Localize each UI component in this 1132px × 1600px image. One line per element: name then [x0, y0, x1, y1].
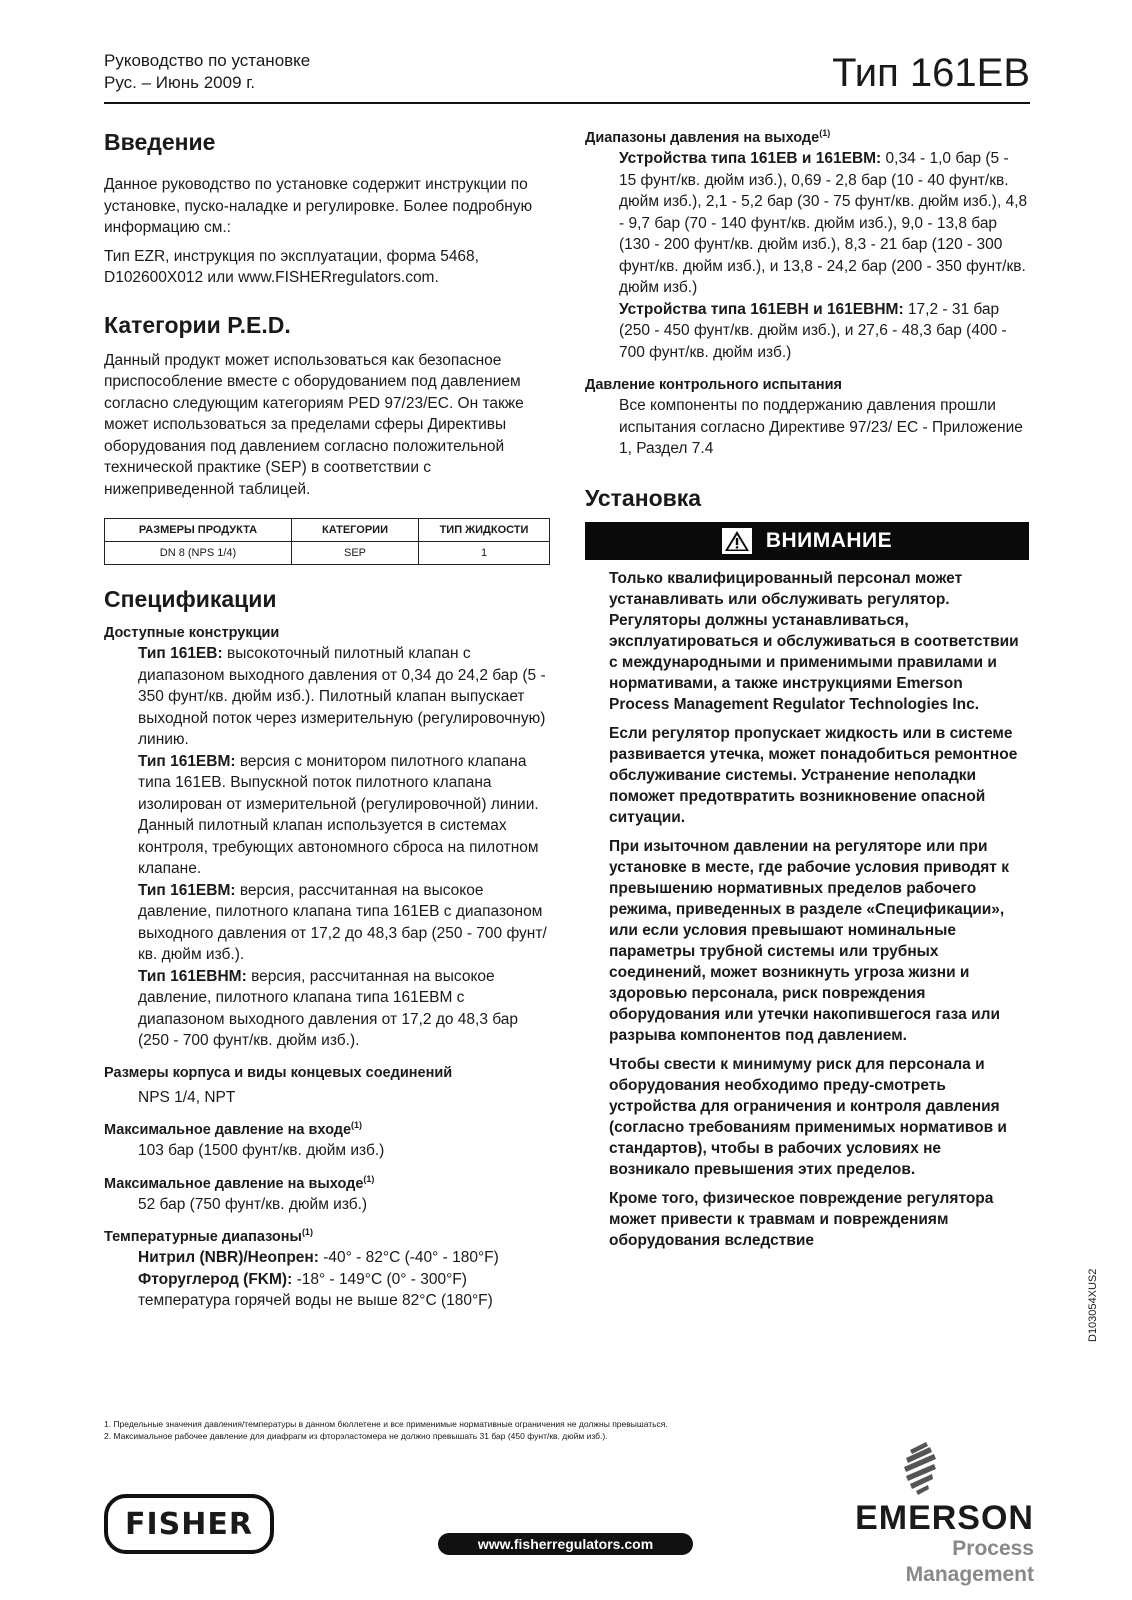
ped-table — [104, 518, 550, 565]
design-item — [138, 880, 550, 966]
specs-heading: Спецификации — [104, 586, 277, 612]
warning-banner — [585, 522, 1029, 560]
table-cell-fluid: 1 — [419, 542, 550, 565]
document-code: D103054XUS2 — [1087, 1268, 1099, 1342]
header-info — [104, 50, 310, 94]
warning-label: ВНИМАНИЕ — [765, 528, 893, 552]
temp-nbr: Нитрил (NBR)/Неопрен: -40° - 82°C (-40° - 180°F) — [138, 1249, 499, 1266]
max-outlet-value: 52 бар (750 фунт/кв. дюйм изб.) — [138, 1195, 368, 1213]
warning-paragraph: Если регулятор пропускает жидкость или в системе развивается утечка, может понадобиться ремонтное обслуживание системы. Устранение неполадки поможет предотвратить возникновение опасной ситуации. — [609, 724, 1018, 826]
emerson-wordmark: EMERSON — [855, 1499, 1034, 1537]
table-header-row — [105, 519, 550, 542]
max-inlet-value: 103 бар (1500 фунт/кв. дюйм изб.) — [138, 1142, 385, 1159]
table-header-fluid: ТИП ЖИДКОСТИ — [419, 519, 550, 542]
temp-hot-water: температура горячей воды не выше 82°C (180°F) — [138, 1292, 493, 1309]
ped-heading: Категории P.E.D. — [104, 311, 291, 338]
table-header-size: РАЗМЕРЫ ПРОДУКТА — [105, 519, 292, 542]
design-text: версия с монитором пилотного клапана типа 161EB. Выпускной поток пилотного клапана изолирован от измерительной (регулировочной) линии. Данный пилотный клапан используется в системах контроля, требующих автономного сброса на пилотном клапане. — [138, 752, 539, 877]
temp-title: Температурные диапазоны$^{(1)}$ — [104, 1227, 313, 1245]
temp-fkm: Фторуглерод (FKM): -18° - 149°C (0° - 300°F) — [138, 1270, 467, 1288]
doc-date: Рус. – Июнь 2009 г. — [104, 73, 256, 92]
footnote-2: 2. Максимальное рабочее давление для диафрагм из фторэластомера не должно превышать 31 бар (450 фунт/кв. дюйм изб.). — [104, 1431, 608, 1441]
intro-reference: Тип EZR, инструкция по эксплуатации, форма 5468, D102600X012 или www.FISHERregulators.com. — [104, 247, 479, 286]
warning-paragraph: Кроме того, физическое повреждение регулятора может привести к травмам и повреждениям оборудования вследствие — [609, 1189, 994, 1249]
intro-paragraph: Данное руководство по установке содержит инструкции по установке, пуско-наладке и регулировке. Более подробную информацию см.: — [104, 176, 533, 236]
design-text: высокоточный пилотный клапан с диапазоном выходного давления от 0,34 до 24,2 бар (5 - 350 фунт/кв. дюйм изб.). Пилотный клапан выпускает выходной поток через измерительную (регулировочную) линию. — [138, 645, 546, 748]
right-column — [585, 128, 1029, 1251]
doc-type: Руководство по установке — [104, 51, 311, 70]
ped-paragraph: Данный продукт может использоваться как безопасное приспособление вместе с оборудованием под давлением согласно следующим категориям PED 97/23/EC. Он также может использоваться за пределами сферы Директивы оборудования под давлением согласно положительной технической практике (SEP) в соответствии с нижеприведенной таблицей. — [104, 351, 524, 498]
warning-paragraph: Только квалифицированный персонал может устанавливать или обслуживать регулятор. Регуляторы должны устанавливаться, эксплуатироваться и обслуживаться в соответствии с международными и применимыми правилами и нормативами, а также инструкциями Emerson Process Management Regulator Technologies Inc. — [609, 569, 1019, 713]
designs-title: Доступные конструкции — [104, 625, 280, 641]
design-item — [138, 966, 550, 1052]
proof-text: Все компоненты по поддержанию давления прошли испытания согласно Директиве 97/23/ EC - Приложение 1, Раздел 7.4 — [619, 397, 1023, 457]
website-link[interactable]: www.fisherregulators.com — [438, 1533, 693, 1555]
outlet-ranges-title: Диапазоны давления на выходе$^{(1)}$ — [585, 128, 831, 146]
emerson-logo — [828, 1500, 1034, 1588]
design-label: Тип 161EBM: — [138, 881, 236, 899]
install-heading: Установка — [585, 484, 702, 511]
table-cell-category: SEP — [292, 542, 419, 565]
temp-list — [104, 1247, 550, 1312]
design-label: Тип 161EB: — [138, 645, 223, 662]
table-row — [105, 542, 550, 565]
table-cell-size: DN 8 (NPS 1/4) — [105, 542, 292, 565]
intro-heading: Введение — [104, 129, 216, 155]
design-item — [138, 751, 550, 880]
header-rule — [104, 102, 1030, 104]
emerson-subtitle: Process Management — [905, 1537, 1034, 1586]
fisher-logo: FISHER — [104, 1494, 274, 1554]
design-text: версия, рассчитанная на высокое давление, пилотного клапана типа 161EBM с диапазоном выходного давления от 17,2 до 48,3 бар (250 - 700 фунт/кв. дюйм изб.). — [138, 967, 519, 1049]
design-label: Тип 161EBM: — [138, 752, 236, 770]
doc-title: Тип 161EB — [832, 51, 1030, 95]
design-label: Тип 161EBHM: — [138, 967, 247, 985]
outlet-range-high: Устройства типа 161EBH и 161EBHM: 17,2 - 31 бар (250 - 450 фунт/кв. дюйм изб.), и 27,6 - 48,3 бар (400 - 700 фунт/кв. дюйм изб.) — [619, 300, 1007, 361]
designs-list — [104, 643, 550, 1052]
emerson-emblem-icon — [896, 1440, 946, 1501]
max-outlet-title: Максимальное давление на выходе$^{(1)}$ — [104, 1173, 375, 1192]
proof-title: Давление контрольного испытания — [585, 377, 842, 393]
design-item — [138, 643, 550, 751]
max-inlet-title: Максимальное давление на входе$^{(1)}$ — [104, 1120, 363, 1138]
warning-paragraph: При изыточном давлении на регуляторе или при установке в месте, где рабочие условия приводят к превышению нормативных пределов рабочего режима, приведенных в разделе «Спецификации», или если условия превышают номинальные параметры трубной системы или трубных соединений, может возникнуть угроза жизни и здоровью персонала, риск повреждения оборудования или утечки накопившегося газа или разрыва компонентов под давлением. — [609, 837, 1009, 1044]
body-sizes-title: Размеры корпуса и виды концевых соединений — [104, 1064, 453, 1081]
warning-text — [585, 568, 1029, 1251]
design-text: версия, рассчитанная на высокое давление, пилотного клапана типа 161EB с диапазоном выходного давления от 17,2 до 48,3 бар (250 - 700 фунт/кв. дюйм изб.). — [138, 881, 547, 963]
footnotes — [104, 1418, 1044, 1442]
outlet-ranges-list — [585, 148, 1029, 363]
body-sizes-value: NPS 1/4, NPT — [138, 1088, 236, 1106]
table-header-category: КАТЕГОРИИ — [292, 519, 419, 542]
warning-triangle-icon — [722, 528, 752, 554]
left-column — [104, 128, 550, 1312]
footnote-1: 1. Предельные значения давления/температуры в данном бюллетене и все применимые нормативные ограничения не должны превышаться. — [104, 1419, 668, 1429]
warning-paragraph: Чтобы свести к минимуму риск для персонала и оборудования необходимо преду-смотреть устройства для ограничения и контроля давления (согласно требованиям применимых нормативов и стандартов), чтобы в рабочих условиях не возникало превышения этих пределов. — [609, 1055, 1007, 1178]
outlet-range-standard: Устройства типа 161EB и 161EBM: 0,34 - 1,0 бар (5 - 15 фунт/кв. дюйм изб.), 0,69 - 2,8 бар (10 - 40 фунт/кв. дюйм изб.), 2,1 - 5,2 бар (30 - 75 фунт/кв. дюйм изб.), 4,8 - 9,7 бар (70 - 140 фунт/кв. дюйм изб.), 9,0 - 13,8 бар (130 - 200 фунт/кв. дюйм изб.), 8,3 - 21 бар (120 - 300 фунт/кв. дюйм изб.), и 13,8 - 24,2 бар (200 - 350 фунт/кв. дюйм изб.) — [619, 150, 1028, 296]
